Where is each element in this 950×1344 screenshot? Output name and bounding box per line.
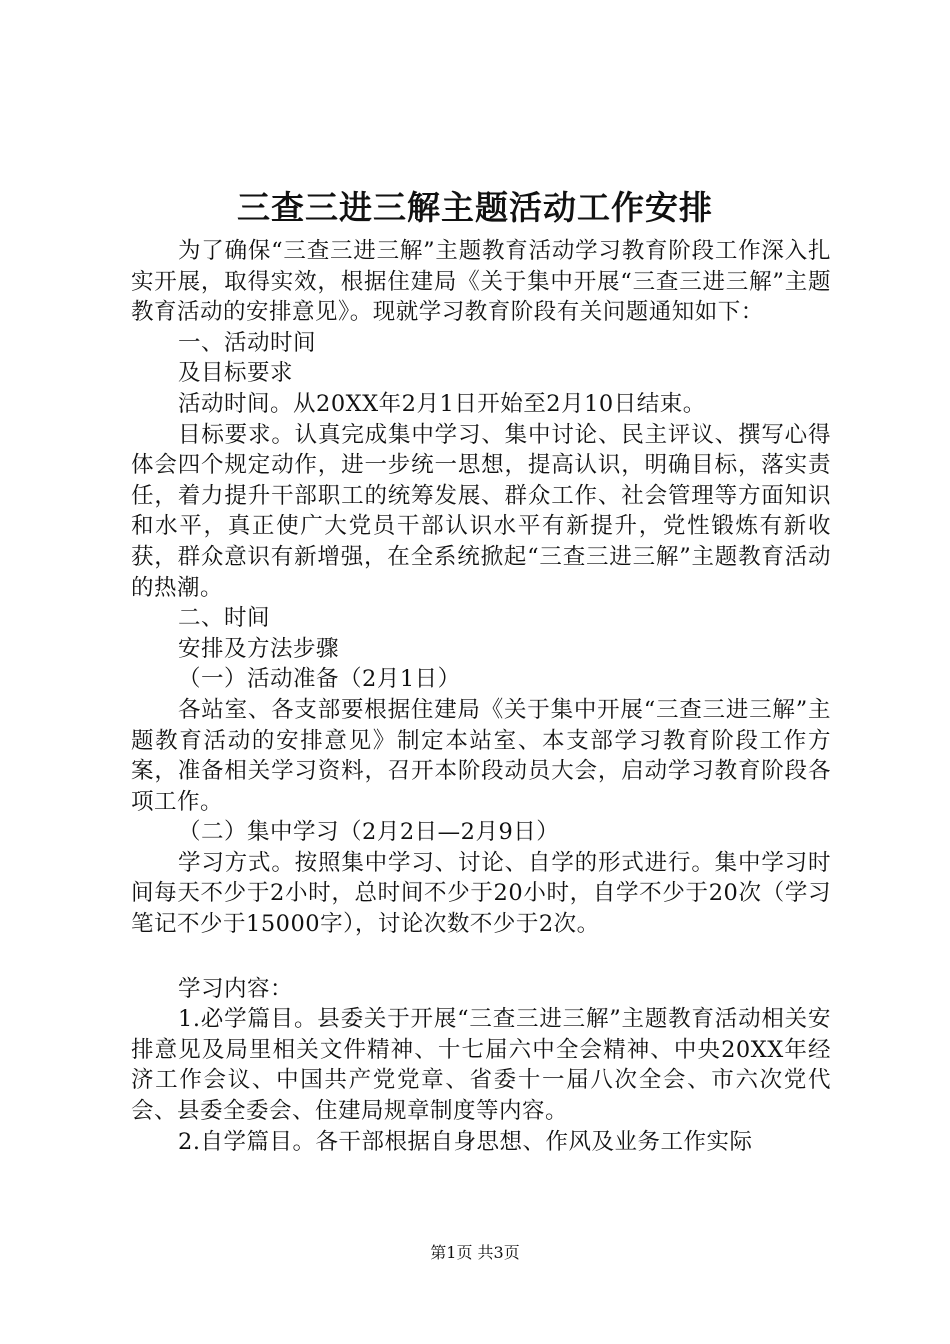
intro-paragraph: 为了确保“三查三进三解”主题教育活动学习教育阶段工作深入扎实开展，取得实效，根据住建局《关于集中开展“三查三进三解”主题教育活动的安排意见》。现就学习教育阶段有关问题通知如下： bbox=[131, 238, 831, 326]
subsection-heading-1: （一）活动准备（2月1日） bbox=[178, 666, 461, 693]
section-heading-1-cont: 及目标要求 bbox=[178, 360, 294, 387]
document-body bbox=[131, 236, 831, 1157]
page-footer: 第1页 共3页 bbox=[430, 1243, 520, 1262]
required-reading-item: 1.必学篇目。县委关于开展“三查三进三解”主题教育活动相关安排意见及局里相关文件精神、十七届六中全会精神、中央20XX年经济工作会议、中国共产党党章、省委十一届八次全会、市六次党代会、县委全委会、住建局规章制度等内容。 bbox=[131, 1006, 831, 1125]
self-study-item: 2.自学篇目。各干部根据自身思想、作风及业务工作实际 bbox=[178, 1128, 753, 1155]
preparation-paragraph: 各站室、各支部要根据住建局《关于集中开展“三查三进三解”主题教育活动的安排意见》制定本站室、本支部学习教育阶段工作方案，准备相关学习资料，召开本阶段动员大会，启动学习教育阶段各项工作。 bbox=[131, 696, 831, 815]
study-method-paragraph: 学习方式。按照集中学习、讨论、自学的形式进行。集中学习时间每天不少于2小时，总时间不少于20小时，自学不少于20次（学习笔记不少于15000字），讨论次数不少于2次。 bbox=[131, 849, 831, 938]
section-heading-1: 一、活动时间 bbox=[178, 329, 317, 356]
activity-time-paragraph: 活动时间。从20XX年2月1日开始至2月10日结束。 bbox=[178, 390, 706, 417]
section-heading-2-cont: 安排及方法步骤 bbox=[178, 635, 340, 662]
study-content-label: 学习内容： bbox=[178, 975, 294, 1002]
subsection-heading-2: （二）集中学习（2月2日—2月9日） bbox=[178, 819, 560, 846]
document-title: 三查三进三解主题活动工作安排 bbox=[237, 188, 713, 227]
paragraph-spacer bbox=[131, 940, 831, 974]
goal-requirements-paragraph: 目标要求。认真完成集中学习、集中讨论、民主评议、撰写心得体会四个规定动作，进一步统一思想，提高认识，明确目标，落实责任，着力提升干部职工的统筹发展、群众工作、社会管理等方面知识和水平，真正使广大党员干部认识水平有新提升，党性锻炼有新收获，群众意识有新增强，在全系统掀起“三查三进三解”主题教育活动的热潮。 bbox=[131, 421, 831, 601]
section-heading-2: 二、时间 bbox=[178, 605, 271, 632]
